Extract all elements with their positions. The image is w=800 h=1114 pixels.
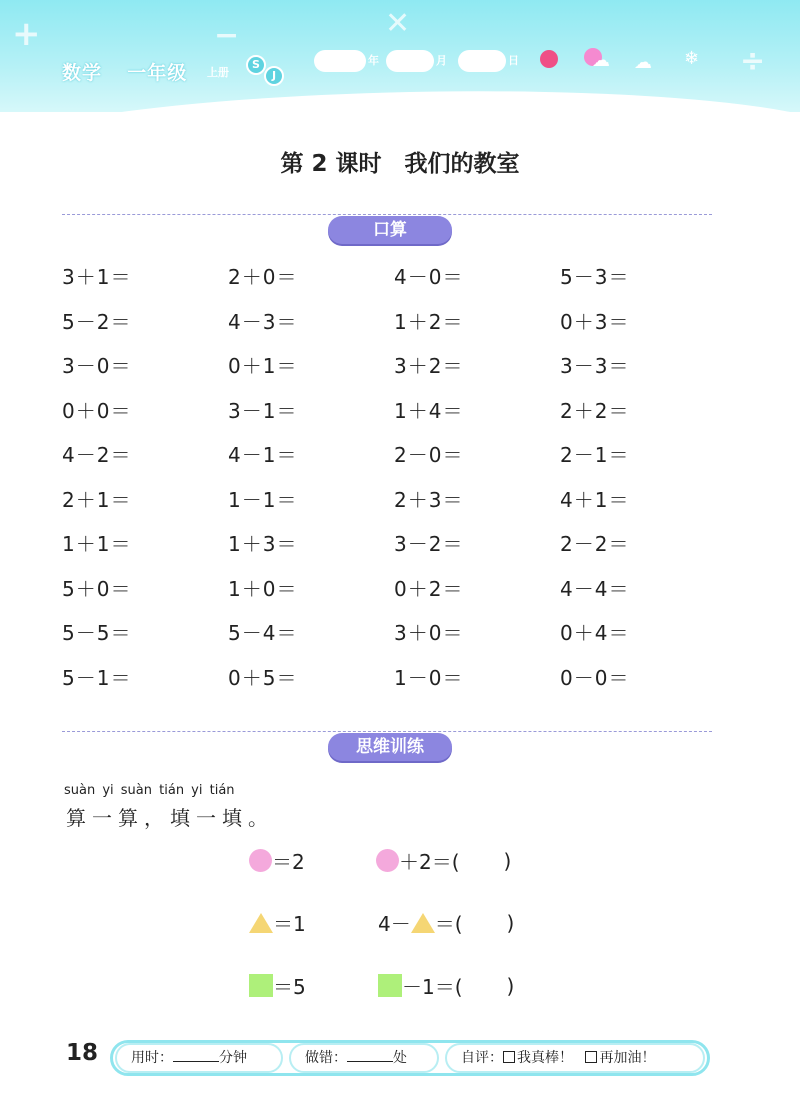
oral-problem: 2－1＝ <box>560 443 630 467</box>
errors-unit: 处 <box>393 1050 407 1066</box>
section-tab-oral: 口算 <box>328 216 452 244</box>
oral-problem: 1＋1＝ <box>62 532 132 556</box>
day-label: 日 <box>508 54 519 67</box>
oral-problem: 4－0＝ <box>394 265 464 289</box>
oral-problem: 5－5＝ <box>62 621 132 645</box>
oral-problem: 4－2＝ <box>62 443 132 467</box>
oral-problem: 5－4＝ <box>228 621 298 645</box>
publisher-badge-s: S <box>246 55 266 75</box>
given-triangle <box>249 908 306 937</box>
oral-problem: 3－3＝ <box>560 354 630 378</box>
oral-problem: 1＋4＝ <box>394 398 464 423</box>
oral-problem: 5＋0＝ <box>62 576 132 601</box>
oral-problem: 1＋0＝ <box>228 576 298 601</box>
circle-shape-icon <box>376 849 399 872</box>
oral-problem: 0＋3＝ <box>560 309 630 334</box>
day-field[interactable] <box>458 50 506 72</box>
minus-decoration-icon: − <box>214 18 240 53</box>
self-eval-segment <box>445 1043 705 1073</box>
subject-label: 数学 <box>62 62 103 84</box>
self-eval-label: 自评： <box>461 1050 503 1066</box>
oral-problem: 4－1＝ <box>228 443 298 467</box>
oral-problem: 4－3＝ <box>228 309 298 334</box>
section-divider-oral <box>62 214 712 215</box>
publisher-badge-j: J <box>264 66 284 86</box>
divide-decoration-icon: ÷ <box>740 44 766 79</box>
oral-problem: 1＋3＝ <box>228 532 298 556</box>
errors-input[interactable] <box>347 1048 393 1062</box>
square-shape-icon <box>378 974 402 997</box>
question-circle-close: ) <box>503 848 512 873</box>
time-used-unit: 分钟 <box>219 1050 247 1066</box>
section-divider-thinking <box>62 731 712 732</box>
year-field[interactable] <box>314 50 366 72</box>
oral-arithmetic-grid <box>62 262 722 707</box>
oral-problem: 4－4＝ <box>560 576 630 601</box>
question-triangle-close: ) <box>506 910 515 935</box>
question-circle-text: ＋2＝( <box>399 850 460 874</box>
square-shape-icon <box>249 974 273 997</box>
sunny-weather-icon[interactable] <box>540 50 558 68</box>
lesson-title: 第 2 课时 我们的教室 <box>280 151 520 177</box>
subject-grade <box>62 58 187 85</box>
good-checkbox[interactable] <box>503 1051 515 1063</box>
oral-problem: 4＋1＝ <box>560 487 630 512</box>
oral-problem: 0＋2＝ <box>394 576 464 601</box>
cloud-icon[interactable]: ☁ <box>592 50 610 71</box>
question-triangle-head: 4－ <box>378 912 411 936</box>
oral-problem: 3＋2＝ <box>394 354 464 378</box>
errors-label: 做错： <box>305 1050 347 1066</box>
oral-problem: 2＋3＝ <box>394 487 464 512</box>
question-triangle <box>378 908 514 937</box>
time-used-segment <box>115 1043 283 1073</box>
given-square-value: ＝5 <box>273 975 306 999</box>
oral-problem: 5－2＝ <box>62 309 132 334</box>
year-label: 年 <box>368 54 379 67</box>
month-label: 月 <box>436 54 447 67</box>
oral-problem: 3－2＝ <box>394 532 464 556</box>
oral-problem: 0＋4＝ <box>560 621 630 645</box>
oral-problem: 1＋2＝ <box>394 309 464 334</box>
volume-label: 上册 <box>207 66 229 79</box>
oral-problem: 3－1＝ <box>228 398 298 423</box>
question-square-text: －1＝( <box>402 975 463 999</box>
snow-icon[interactable]: ❄ <box>684 48 700 69</box>
circle-shape-icon <box>249 849 272 872</box>
question-square <box>378 971 514 1000</box>
oral-problem: 0＋0＝ <box>62 398 132 423</box>
time-used-label: 用时： <box>131 1050 173 1066</box>
oral-problem: 2－0＝ <box>394 443 464 467</box>
good-option-label: 我真棒！ <box>517 1050 573 1066</box>
question-circle <box>376 846 511 875</box>
section-tab-thinking: 思维训练 <box>328 733 452 761</box>
oral-problem: 2＋0＝ <box>228 265 298 289</box>
time-used-input[interactable] <box>173 1048 219 1062</box>
errors-segment <box>289 1043 439 1073</box>
question-square-close: ) <box>506 973 515 998</box>
question-triangle-text: ＝( <box>434 912 463 936</box>
try-option-label: 再加油！ <box>599 1050 656 1066</box>
oral-problem: 0＋1＝ <box>228 354 298 378</box>
triangle-shape-icon <box>411 913 435 933</box>
given-triangle-value: ＝1 <box>273 912 306 936</box>
oral-problem: 0＋5＝ <box>228 665 298 690</box>
page-header <box>0 0 800 112</box>
triangle-shape-icon <box>249 913 273 933</box>
given-circle-value: ＝2 <box>272 850 305 874</box>
oral-problem: 2＋2＝ <box>560 398 630 423</box>
instruction-pinyin: suàn yi suàn tián yi tián <box>64 783 235 798</box>
month-field[interactable] <box>386 50 434 72</box>
rain-cloud-icon[interactable]: ☁ <box>634 52 652 73</box>
plus-decoration-icon: + <box>12 14 41 54</box>
oral-problem: 5－1＝ <box>62 665 132 690</box>
grade-label: 一年级 <box>127 62 188 84</box>
given-square <box>249 971 306 1000</box>
oral-problem: 3＋0＝ <box>394 621 464 645</box>
oral-problem: 2＋1＝ <box>62 487 132 512</box>
instruction-text: 算一算，填一填。 <box>66 806 274 830</box>
oral-problem: 1－0＝ <box>394 665 464 690</box>
given-circle <box>249 846 305 875</box>
oral-problem: 1－1＝ <box>228 487 298 512</box>
oral-problem: 2－2＝ <box>560 532 630 556</box>
try-checkbox[interactable] <box>585 1051 597 1063</box>
header-wave <box>0 83 800 112</box>
oral-problem: 0－0＝ <box>560 665 630 690</box>
multiply-decoration-icon: ✕ <box>385 6 411 41</box>
oral-problem: 3－0＝ <box>62 354 132 378</box>
oral-problem: 3＋1＝ <box>62 265 132 289</box>
oral-problem: 5－3＝ <box>560 265 630 289</box>
page-number: 18 <box>66 1040 99 1066</box>
